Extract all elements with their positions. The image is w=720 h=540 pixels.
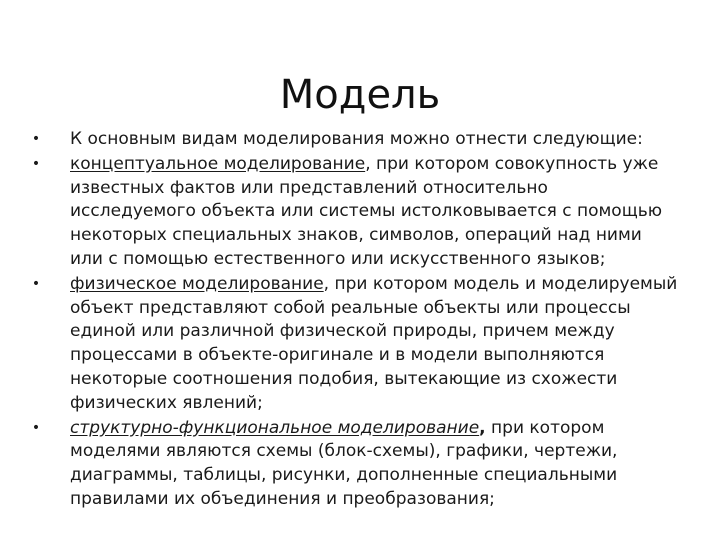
item-text: К основным видам моделирования можно отнести следующие: — [70, 129, 643, 149]
item-text: , при котором модель и моделируемый объект представляют собой реальные объекты или процессы единой или различной физической природы, причем между процессами в объекте-оригинале и в модели выполняются некоторые соотношения подобия, вытекающие из схожести физических явлений; — [70, 273, 678, 413]
item-term: концептуальное моделирование — [70, 153, 366, 174]
slide-title: Модель — [279, 71, 441, 118]
item-text: при котором моделями являются схемы (блок-схемы), графики, чертежи, диаграммы, таблицы, рисунки, дополненные специальными правилами их объединения и преобразования; — [70, 417, 618, 509]
item-text: , при котором совокупность уже известных фактов или представлений относительно исследуемого объекта или системы истолковывается с помощью некоторых специальных знаков, символов, операций над ними или с помощью естественного или искусственного языков; — [70, 153, 663, 269]
list-item-intro — [30, 128, 678, 152]
item-term: структурно-функциональное моделирование — [70, 417, 480, 438]
list-item-physical — [30, 273, 678, 416]
bullet-icon: • — [31, 275, 41, 292]
item-term: физическое моделирование — [70, 273, 324, 294]
item-comma: , — [479, 417, 486, 438]
bullet-icon: • — [31, 419, 41, 436]
bullet-icon: • — [31, 155, 41, 172]
bullet-list — [30, 128, 678, 512]
bullet-icon: • — [31, 131, 41, 147]
list-item-conceptual — [30, 153, 678, 272]
list-item-structural — [30, 417, 678, 512]
